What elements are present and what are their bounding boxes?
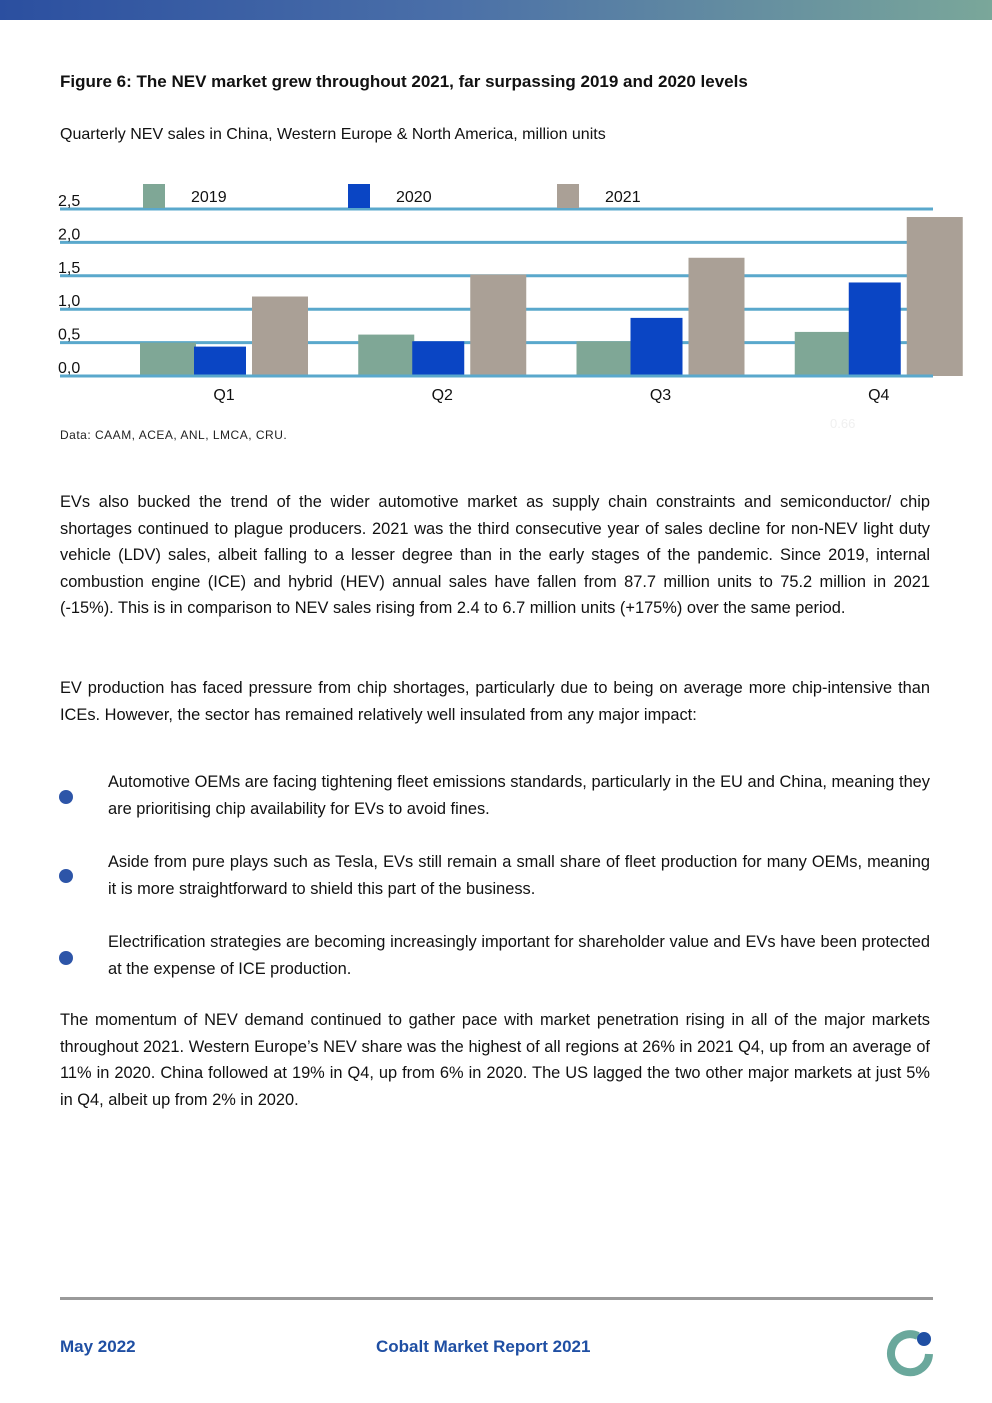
paragraph-ev-trend: EVs also bucked the trend of the wider automotive market as supply chain constraints and semiconductor/ chip shortages continued to plague producers. 2021 was the third consecutive year of sales decline for non-NEV light duty vehicle (LDV) sales, albeit falling to a lesser degree than in the early stages of the pandemic. Since 2019, internal combustion engine (ICE) and hybrid (HEV) annual sales have fallen from 87.7 million units to 75.2 million in 2021 (-15%). This is in comparison to NEV sales rising from 2.4 to 6.7 million units (+175%) over the same period. <box>60 493 930 618</box>
footer-divider <box>60 1297 933 1300</box>
bullet-item-electrification: Electrification strategies are becoming increasingly important for shareholder value and EVs have been protected at the expense of ICE production. <box>108 933 930 978</box>
chart-bars <box>140 217 963 376</box>
top-band <box>0 0 992 20</box>
bar-2021-Q3 <box>689 258 745 376</box>
x-tick-label: Q1 <box>213 387 235 404</box>
x-tick-label: Q2 <box>431 387 453 404</box>
figure-title: Figure 6: The NEV market grew throughout 2021, far surpassing 2019 and 2020 levels <box>60 72 748 91</box>
x-axis-ticks <box>60 376 933 404</box>
y-tick-label: 1,0 <box>58 293 81 311</box>
bar-2020-Q4 <box>849 282 901 376</box>
legend-swatch-2021 <box>557 184 579 208</box>
bullet-item-pure-plays: Aside from pure plays such as Tesla, EVs still remain a small share of fleet production for many OEMs, meaning it is more straightforward to shield this part of the business. <box>108 853 930 898</box>
legend-label-2019: 2019 <box>191 189 227 206</box>
bullet-dot <box>59 951 73 965</box>
paragraph-chip-shortage: EV production has faced pressure from chip shortages, particularly due to being on average more chip-intensive than ICEs. However, the sector has remained relatively well insulated from any major impact: <box>60 679 930 724</box>
paragraph-market-penetration: The momentum of NEV demand continued to gather pace with market penetration rising in all of the major markets throughout 2021. Western Europe’s NEV share was the highest of all regions at 26% in 2021 Q4, up from an average of 11% in 2020. China followed at 19% in Q4, up from 6% in 2020. The US lagged the two other major markets at just 5% in Q4, albeit up from 2% in 2020. <box>60 1011 930 1109</box>
bullet-dot <box>59 790 73 804</box>
bar-2021-Q2 <box>470 274 526 376</box>
bar-2020-Q1 <box>194 347 246 376</box>
bullet-dot <box>59 869 73 883</box>
x-tick-label: Q3 <box>649 387 672 404</box>
bar-2020-Q3 <box>631 318 683 376</box>
legend-label-2021: 2021 <box>605 189 641 206</box>
bar-2019-Q4 <box>795 332 851 376</box>
cobalt-logo-icon <box>884 1326 936 1378</box>
x-tick-label: Q4 <box>868 387 890 404</box>
y-tick-label: 0,5 <box>58 326 81 344</box>
y-tick-label: 2,5 <box>58 193 81 210</box>
legend-label-2020: 2020 <box>396 189 432 206</box>
y-tick-label: 1,5 <box>58 259 81 277</box>
bar-2020-Q2 <box>412 341 464 376</box>
y-tick-label: 2,0 <box>58 226 81 244</box>
nev-sales-bar-chart <box>0 170 992 410</box>
chart-source: Data: CAAM, ACEA, ANL, LMCA, CRU. <box>60 428 288 442</box>
legend-swatch-2019 <box>143 184 165 208</box>
bar-2019-Q3 <box>577 341 633 376</box>
bar-2019-Q2 <box>358 335 414 376</box>
chart-legend <box>143 184 641 208</box>
bullet-item-emissions: Automotive OEMs are facing tightening fleet emissions standards, particularly in the EU and China, meaning they are prioritising chip availability for EVs to avoid fines. <box>108 773 930 818</box>
y-tick-label: 0,0 <box>58 360 81 377</box>
footer-report-title: Cobalt Market Report 2021 <box>376 1337 591 1356</box>
logo-dot <box>917 1332 931 1346</box>
y-axis-ticks <box>58 193 80 377</box>
bar-2021-Q4 <box>907 217 963 376</box>
faint-data-label: 0.66 <box>830 416 856 431</box>
bar-2021-Q1 <box>252 297 308 376</box>
figure-subtitle: Quarterly NEV sales in China, Western Europe & North America, million units <box>60 126 606 143</box>
legend-swatch-2020 <box>348 184 370 208</box>
footer-date: May 2022 <box>60 1337 136 1356</box>
bar-2019-Q1 <box>140 343 196 376</box>
